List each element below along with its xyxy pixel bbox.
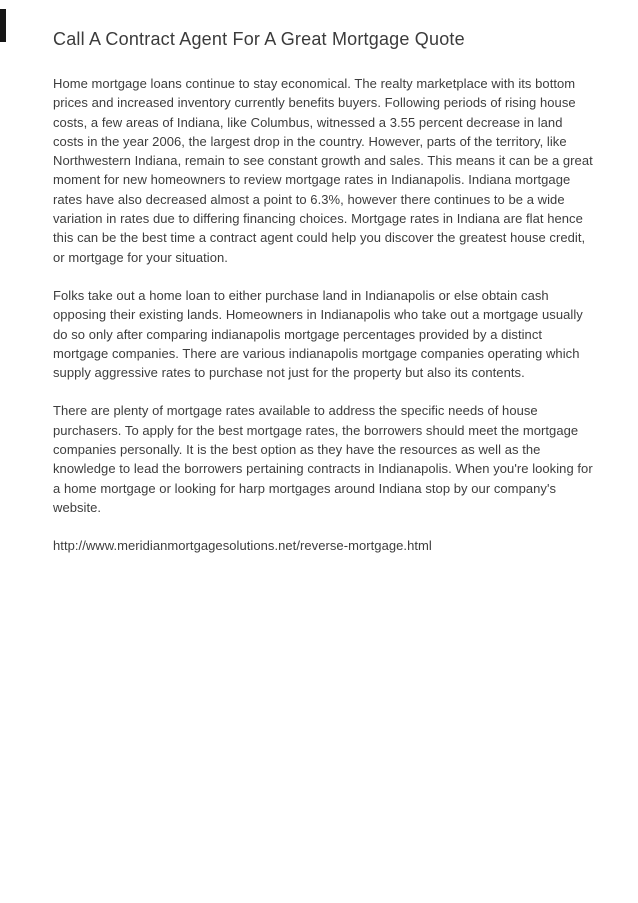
text-line: do so only after comparing indianapolis mortgage percentages provided by a distinct [53,326,543,342]
text-line: purchasers. To apply for the best mortgage rates, the borrowers should meet the mortgage [53,422,579,438]
text-line: Northwestern Indiana, remain to see constant growth and sales. This means it can be a great [53,153,593,169]
document-content [53,28,593,556]
paragraph [53,74,593,267]
text-line: website. [53,499,102,515]
paragraph [53,401,593,517]
text-line: mortgage companies. There are various indianapolis mortgage companies operating which [53,345,580,361]
paragraph [53,536,593,555]
text-line: moment for new homeowners to review mortgage rates in Indianapolis. Indiana mortgage [53,172,571,188]
text-line: supply aggressive rates to purchase not just for the property but also its contents. [53,365,525,381]
text-line: costs in the year 2006, the largest drop in the country. However, parts of the territory, like [53,133,567,149]
text-line: this can be the best time a contract agent could help you discover the greatest house credit, [53,230,586,246]
text-line: a home mortgage or looking for harp mortgages around Indiana stop by our company's [53,480,557,496]
text-line: companies personally. It is the best option as they have the resources as well as the [53,442,541,458]
paragraph [53,286,593,382]
text-line: or mortgage for your situation. [53,249,228,265]
left-edge-mark [0,9,6,42]
text-line: There are plenty of mortgage rates available to address the specific needs of house [53,403,538,419]
text-line: opposing their existing lands. Homeowners in Indianapolis who take out a mortgage usually [53,307,583,323]
text-line: prices and increased inventory currently benefits buyers. Following periods of rising house [53,95,576,111]
page-title: Call A Contract Agent For A Great Mortgage Quote [53,29,465,49]
text-line: Folks take out a home loan to either purchase land in Indianapolis or else obtain cash [53,287,549,303]
text-line: knowledge to lead the borrowers pertaining contracts in Indianapolis. When you're looking for [53,461,593,477]
text-line: Home mortgage loans continue to stay economical. The realty marketplace with its bottom [53,76,576,91]
text-line: costs, a few areas of Indiana, like Columbus, witnessed a 3.55 percent decrease in land [53,114,563,130]
text-line: http://www.meridianmortgagesolutions.net/reverse-mortgage.html [53,538,432,554]
document-body [53,74,593,556]
text-line: rates have also decreased almost a point to 6.3%, however there continues to be a wide [53,191,565,207]
text-line: variation in rates due to differing financing choices. Mortgage rates in Indiana are flat hence [53,211,583,227]
